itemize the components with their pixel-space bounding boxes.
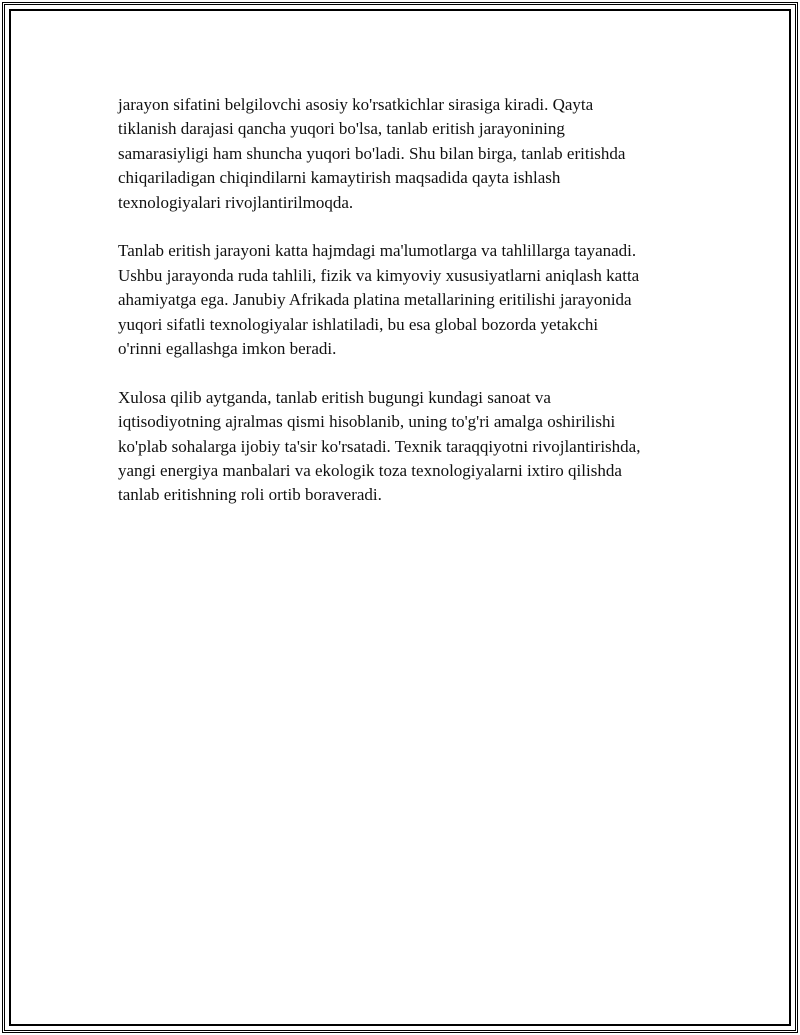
paragraph-2: Tanlab eritish jarayoni katta hajmdagi ma'lumotlarga va tahlillarga tayanadi. Ushbu jarayonda ruda tahlili, fizik va kimyoviy xususiyatlarni aniqlash katta ahamiyatga ega. Janubiy Afrikada platina metallarining eritilishi jarayonida yuqori sifatli texnologiyalar ishlatiladi, bu esa global bozorda yetakchi o'rinni egallashga imkon beradi. [118, 241, 640, 359]
document-body [118, 93, 698, 532]
paragraph-1: jarayon sifatini belgilovchi asosiy ko'rsatkichlar sirasiga kiradi. Qayta tiklanish darajasi qancha yuqori bo'lsa, tanlab eritish jarayonining samarasiyligi ham shuncha yuqori bo'ladi. Shu bilan birga, tanlab eritishda chiqariladigan chiqindilarni kamaytirish maqsadida qayta ishlash texnologiyalari rivojlantirilmoqda. [118, 95, 626, 212]
paragraph-3: Xulosa qilib aytganda, tanlab eritish bugungi kundagi sanoat va iqtisodiyotning ajralmas qismi hisoblanib, uning to'g'ri amalga oshirilishi ko'plab sohalarga ijobiy ta'sir ko'rsatadi. Texnik taraqqiyotni rivojlantirishda, yangi energiya manbalari va ekologik toza texnologiyalarni ixtiro qilishda tanlab eritishning roli ortib boraveradi. [118, 387, 641, 505]
